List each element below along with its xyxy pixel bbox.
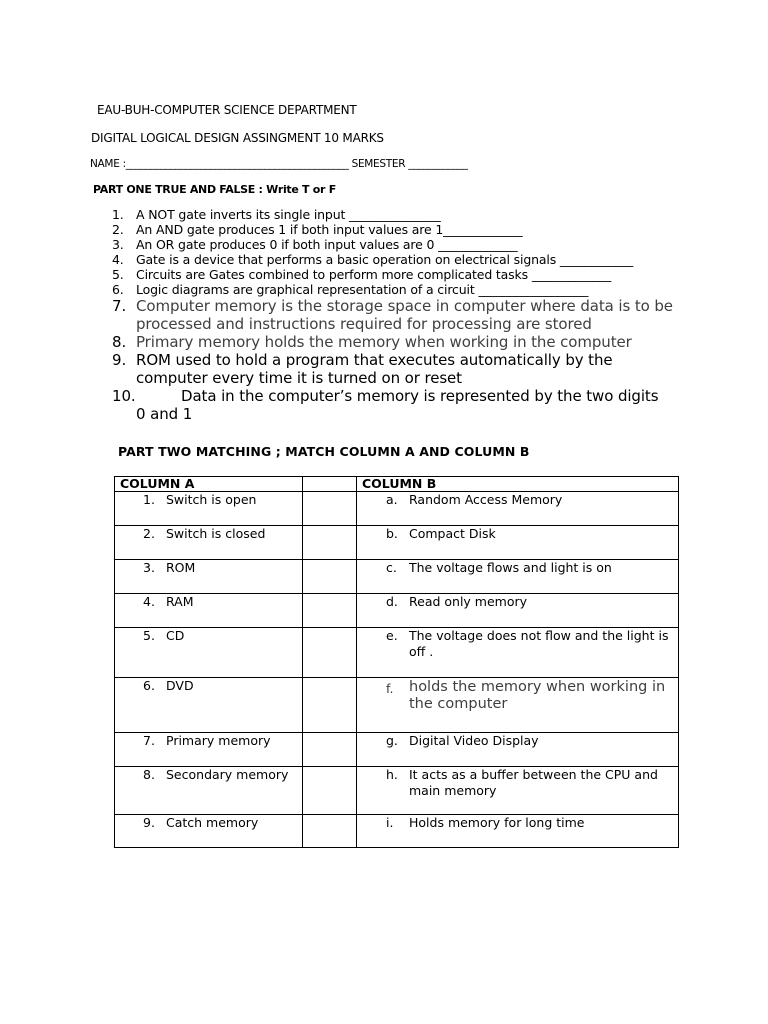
- item-text: holds the memory when working in the computer: [409, 679, 666, 712]
- answer-cell[interactable]: [303, 526, 357, 560]
- answer-cell[interactable]: [303, 678, 357, 733]
- tf-text: Logic diagrams are graphical representation of a circuit __________________: [136, 282, 589, 297]
- answer-cell[interactable]: [303, 492, 357, 526]
- answer-cell[interactable]: [303, 733, 357, 767]
- table-row: [115, 815, 679, 848]
- column-b-item: [357, 526, 679, 560]
- column-b-item: [357, 628, 679, 678]
- item-text: Read only memory: [409, 594, 528, 609]
- part-one-title: PART ONE TRUE AND FALSE : Write T or F: [93, 183, 336, 196]
- column-a-label: COLUMN A: [120, 476, 195, 491]
- answer-cell[interactable]: [303, 815, 357, 848]
- table-row: [115, 733, 679, 767]
- column-a-item: [115, 767, 303, 815]
- tf-number: 10.: [112, 387, 136, 405]
- column-b-label: COLUMN B: [362, 476, 437, 491]
- column-a-item: [115, 815, 303, 848]
- column-b-item: [357, 678, 679, 733]
- item-letter: h.: [386, 767, 398, 782]
- item-text: RAM: [166, 594, 194, 609]
- table-row: [115, 594, 679, 628]
- item-letter: g.: [386, 733, 398, 748]
- tf-question-3: [112, 237, 682, 252]
- tf-number: 4.: [112, 252, 124, 267]
- item-letter: c.: [386, 560, 397, 575]
- item-number: 1.: [143, 492, 155, 507]
- item-letter: e.: [386, 628, 398, 643]
- table-row: [115, 526, 679, 560]
- tf-question-6: [112, 282, 682, 297]
- item-text: Digital Video Display: [409, 733, 539, 748]
- item-text: Compact Disk: [409, 526, 496, 541]
- table-row: [115, 628, 679, 678]
- tf-question-10: [112, 387, 682, 423]
- name-semester-line: NAME :_____________________________________________ SEMESTER ____________: [90, 158, 468, 170]
- item-text: Holds memory for long time: [409, 815, 585, 830]
- column-b-item: [357, 594, 679, 628]
- tf-text: An OR gate produces 0 if both input values are 0 _____________: [136, 237, 518, 252]
- table-row: [115, 678, 679, 733]
- item-letter: f.: [386, 681, 394, 696]
- item-letter: d.: [386, 594, 398, 609]
- tf-question-1: [112, 207, 682, 222]
- table-row: [115, 492, 679, 526]
- column-a-item: [115, 560, 303, 594]
- item-text: The voltage flows and light is on: [409, 560, 612, 575]
- column-b-item: [357, 733, 679, 767]
- answer-header: [303, 477, 357, 492]
- item-letter: a.: [386, 492, 398, 507]
- item-text: The voltage does not flow and the light is off .: [409, 628, 669, 659]
- tf-number: 3.: [112, 237, 124, 252]
- part-two-title: PART TWO MATCHING ; MATCH COLUMN A AND COLUMN B: [118, 444, 530, 459]
- column-a-item: [115, 526, 303, 560]
- item-number: 4.: [143, 594, 155, 609]
- item-letter: i.: [386, 815, 394, 830]
- item-text: Primary memory: [166, 733, 271, 748]
- tf-number: 1.: [112, 207, 124, 222]
- column-a-item: [115, 492, 303, 526]
- tf-number: 5.: [112, 267, 124, 282]
- tf-text: Circuits are Gates combined to perform more complicated tasks _____________: [136, 267, 612, 282]
- item-text: It acts as a buffer between the CPU and main memory: [409, 767, 658, 798]
- item-number: 5.: [143, 628, 155, 643]
- tf-number: 2.: [112, 222, 124, 237]
- tf-question-9: [112, 351, 682, 387]
- tf-question-7: [112, 297, 682, 333]
- tf-text-line-2: 0 and 1: [136, 405, 193, 423]
- tf-number: 9.: [112, 351, 127, 369]
- item-number: 9.: [143, 815, 155, 830]
- item-number: 8.: [143, 767, 155, 782]
- item-number: 7.: [143, 733, 155, 748]
- tf-text-line-1: Data in the computer’s memory is represented by the two digits: [181, 387, 659, 405]
- column-b-header: [357, 477, 679, 492]
- table-row: [115, 767, 679, 815]
- assignment-title: DIGITAL LOGICAL DESIGN ASSINGMENT 10 MARKS: [91, 131, 384, 145]
- item-text: CD: [166, 628, 185, 643]
- column-a-header: [115, 477, 303, 492]
- column-b-item: [357, 560, 679, 594]
- matching-header-row: [115, 477, 679, 492]
- department-title: EAU-BUH-COMPUTER SCIENCE DEPARTMENT: [97, 103, 357, 117]
- item-letter: b.: [386, 526, 398, 541]
- item-text: Secondary memory: [166, 767, 289, 782]
- item-text: DVD: [166, 678, 194, 693]
- item-text: Switch is closed: [166, 526, 266, 541]
- table-row: [115, 560, 679, 594]
- true-false-list: [112, 207, 682, 423]
- column-b-item: [357, 767, 679, 815]
- column-a-item: [115, 628, 303, 678]
- item-text: Random Access Memory: [409, 492, 563, 507]
- tf-number: 8.: [112, 333, 127, 351]
- item-number: 6.: [143, 678, 155, 693]
- tf-question-8: [112, 333, 682, 351]
- matching-table: [114, 476, 679, 848]
- item-text: Switch is open: [166, 492, 257, 507]
- answer-cell[interactable]: [303, 560, 357, 594]
- tf-text: ROM used to hold a program that executes automatically by the computer every time it is turned on or reset: [136, 351, 613, 387]
- column-b-item: [357, 492, 679, 526]
- item-text: Catch memory: [166, 815, 259, 830]
- column-a-item: [115, 678, 303, 733]
- item-text: ROM: [166, 560, 196, 575]
- tf-question-2: [112, 222, 682, 237]
- tf-question-4: [112, 252, 682, 267]
- tf-number: 6.: [112, 282, 124, 297]
- column-a-item: [115, 733, 303, 767]
- tf-question-5: [112, 267, 682, 282]
- tf-text: Primary memory holds the memory when working in the computer: [136, 333, 632, 351]
- tf-text: Gate is a device that performs a basic operation on electrical signals ____________: [136, 252, 634, 267]
- column-b-item: [357, 815, 679, 848]
- tf-text: An AND gate produces 1 if both input values are 1_____________: [136, 222, 523, 237]
- answer-cell[interactable]: [303, 628, 357, 678]
- column-a-item: [115, 594, 303, 628]
- tf-text: Computer memory is the storage space in computer where data is to be processed and instructions required for processing are stored: [136, 297, 673, 333]
- item-number: 3.: [143, 560, 155, 575]
- tf-number: 7.: [112, 297, 127, 315]
- answer-cell[interactable]: [303, 594, 357, 628]
- item-number: 2.: [143, 526, 155, 541]
- answer-cell[interactable]: [303, 767, 357, 815]
- tf-text: A NOT gate inverts its single input _______________: [136, 207, 441, 222]
